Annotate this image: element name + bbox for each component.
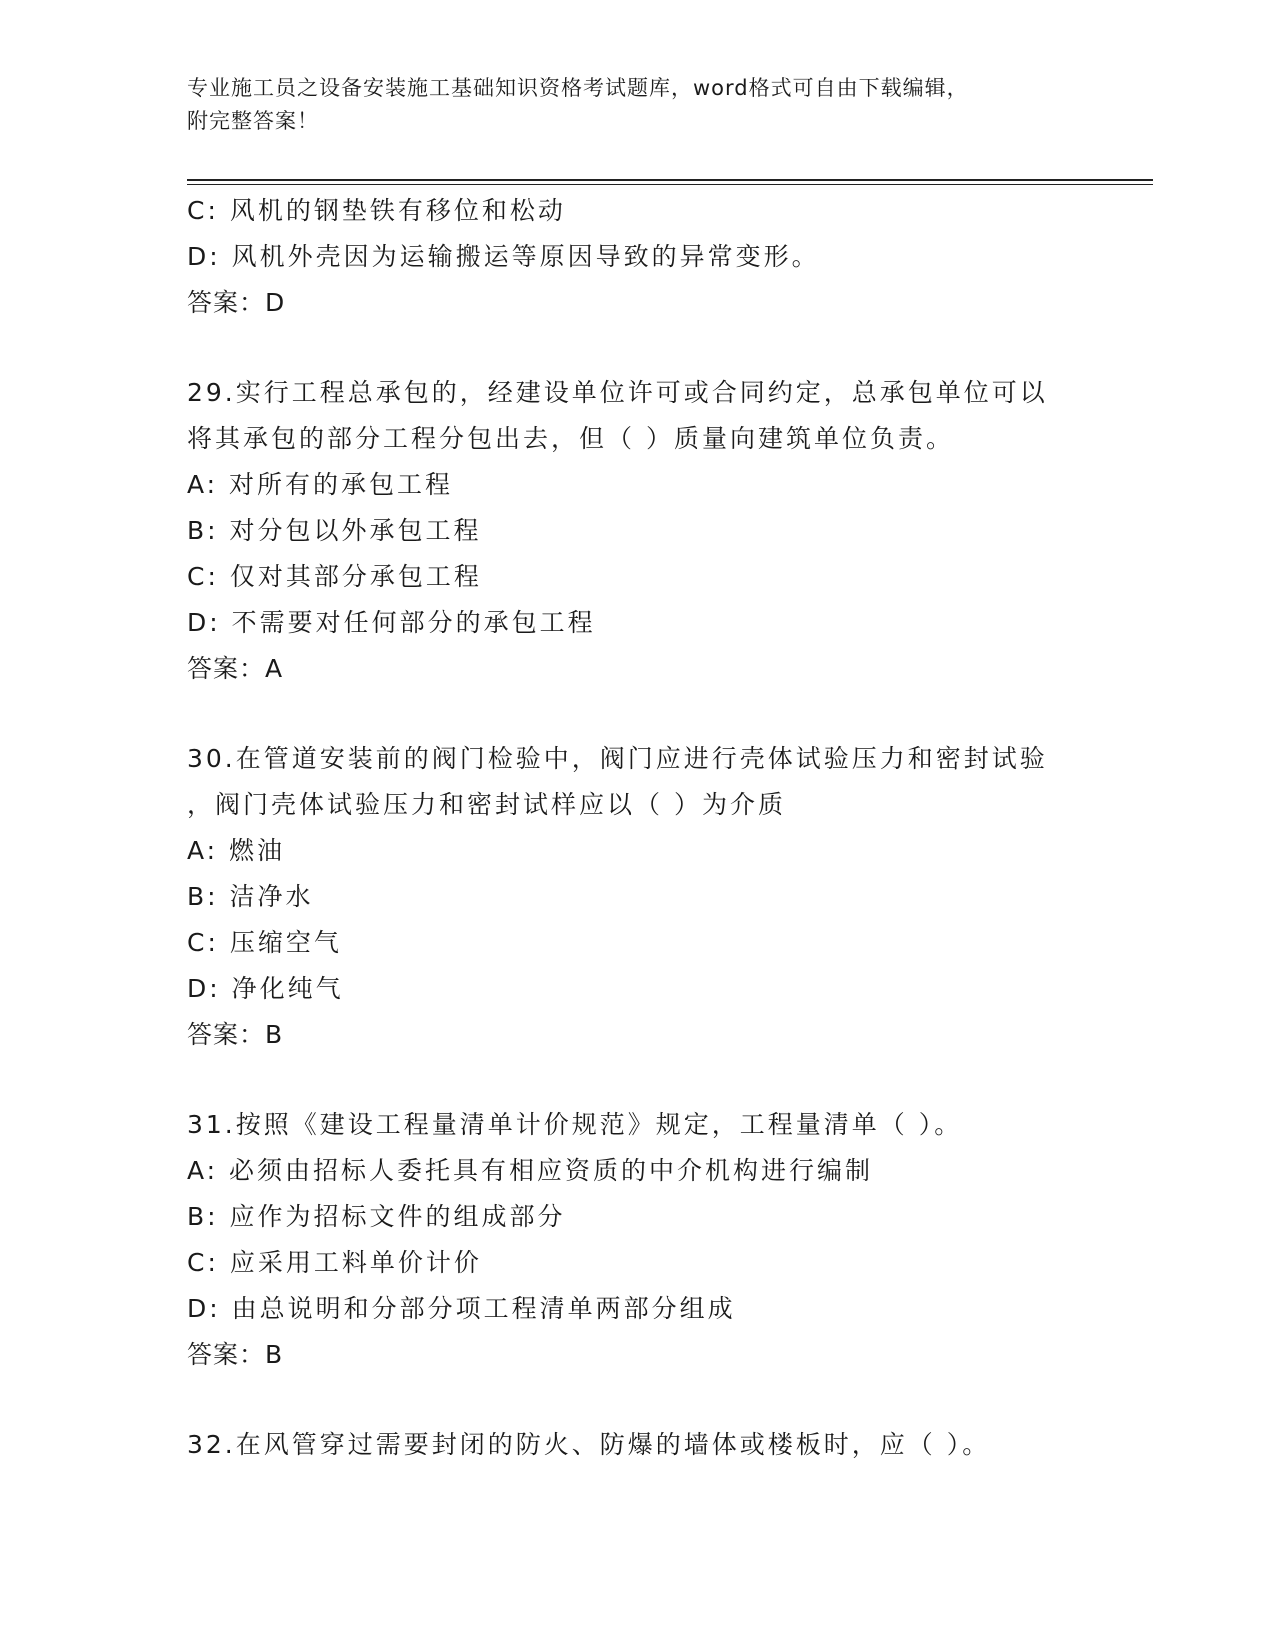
answer: 答案：A bbox=[187, 654, 284, 683]
question-28-continuation bbox=[187, 188, 1107, 326]
option-c: C: 应采用工料单价计价 bbox=[187, 1248, 482, 1277]
question-stem-line: 将其承包的部分工程分包出去，但（ ）质量向建筑单位负责。 bbox=[187, 424, 954, 453]
header-line-2: 附完整答案！ bbox=[187, 109, 319, 133]
option-b: B: 对分包以外承包工程 bbox=[187, 516, 482, 545]
question-stem-line: 32.在风管穿过需要封闭的防火、防爆的墙体或楼板时，应（ ）。 bbox=[187, 1430, 991, 1459]
question-32 bbox=[187, 1422, 1107, 1468]
option-d: D: 不需要对任何部分的承包工程 bbox=[187, 608, 596, 637]
option-b: B: 洁净水 bbox=[187, 882, 314, 911]
document-body bbox=[187, 188, 1107, 1468]
option-a: A: 必须由招标人委托具有相应资质的中介机构进行编制 bbox=[187, 1156, 874, 1185]
option-d: D: 由总说明和分部分项工程清单两部分组成 bbox=[187, 1294, 736, 1323]
answer: 答案：B bbox=[187, 1020, 284, 1049]
answer: 答案：B bbox=[187, 1340, 284, 1369]
spacer bbox=[187, 1378, 1107, 1422]
spacer bbox=[187, 692, 1107, 736]
question-stem-line: ，阀门壳体试验压力和密封试样应以（ ）为介质 bbox=[187, 790, 786, 819]
option-c: C: 风机的钢垫铁有移位和松动 bbox=[187, 196, 566, 225]
option-d: D: 风机外壳因为运输搬运等原因导致的异常变形。 bbox=[187, 242, 820, 271]
option-a: A: 对所有的承包工程 bbox=[187, 470, 454, 499]
question-stem-line: 31.按照《建设工程量清单计价规范》规定，工程量清单（ ）。 bbox=[187, 1110, 963, 1139]
option-c: C: 仅对其部分承包工程 bbox=[187, 562, 482, 591]
answer: 答案：D bbox=[187, 288, 286, 317]
header-line-1: 专业施工员之设备安装施工基础知识资格考试题库，word格式可自由下载编辑， bbox=[187, 76, 969, 100]
question-29 bbox=[187, 370, 1107, 692]
header-divider bbox=[187, 179, 1153, 185]
question-30 bbox=[187, 736, 1107, 1058]
spacer bbox=[187, 1058, 1107, 1102]
spacer bbox=[187, 326, 1107, 370]
question-stem-line: 29.实行工程总承包的，经建设单位许可或合同约定，总承包单位可以 bbox=[187, 378, 1048, 407]
option-b: B: 应作为招标文件的组成部分 bbox=[187, 1202, 566, 1231]
option-c: C: 压缩空气 bbox=[187, 928, 342, 957]
question-31 bbox=[187, 1102, 1107, 1378]
option-a: A: 燃油 bbox=[187, 836, 286, 865]
question-stem-line: 30.在管道安装前的阀门检验中，阀门应进行壳体试验压力和密封试验 bbox=[187, 744, 1048, 773]
option-d: D: 净化纯气 bbox=[187, 974, 344, 1003]
page-header bbox=[187, 72, 1087, 138]
